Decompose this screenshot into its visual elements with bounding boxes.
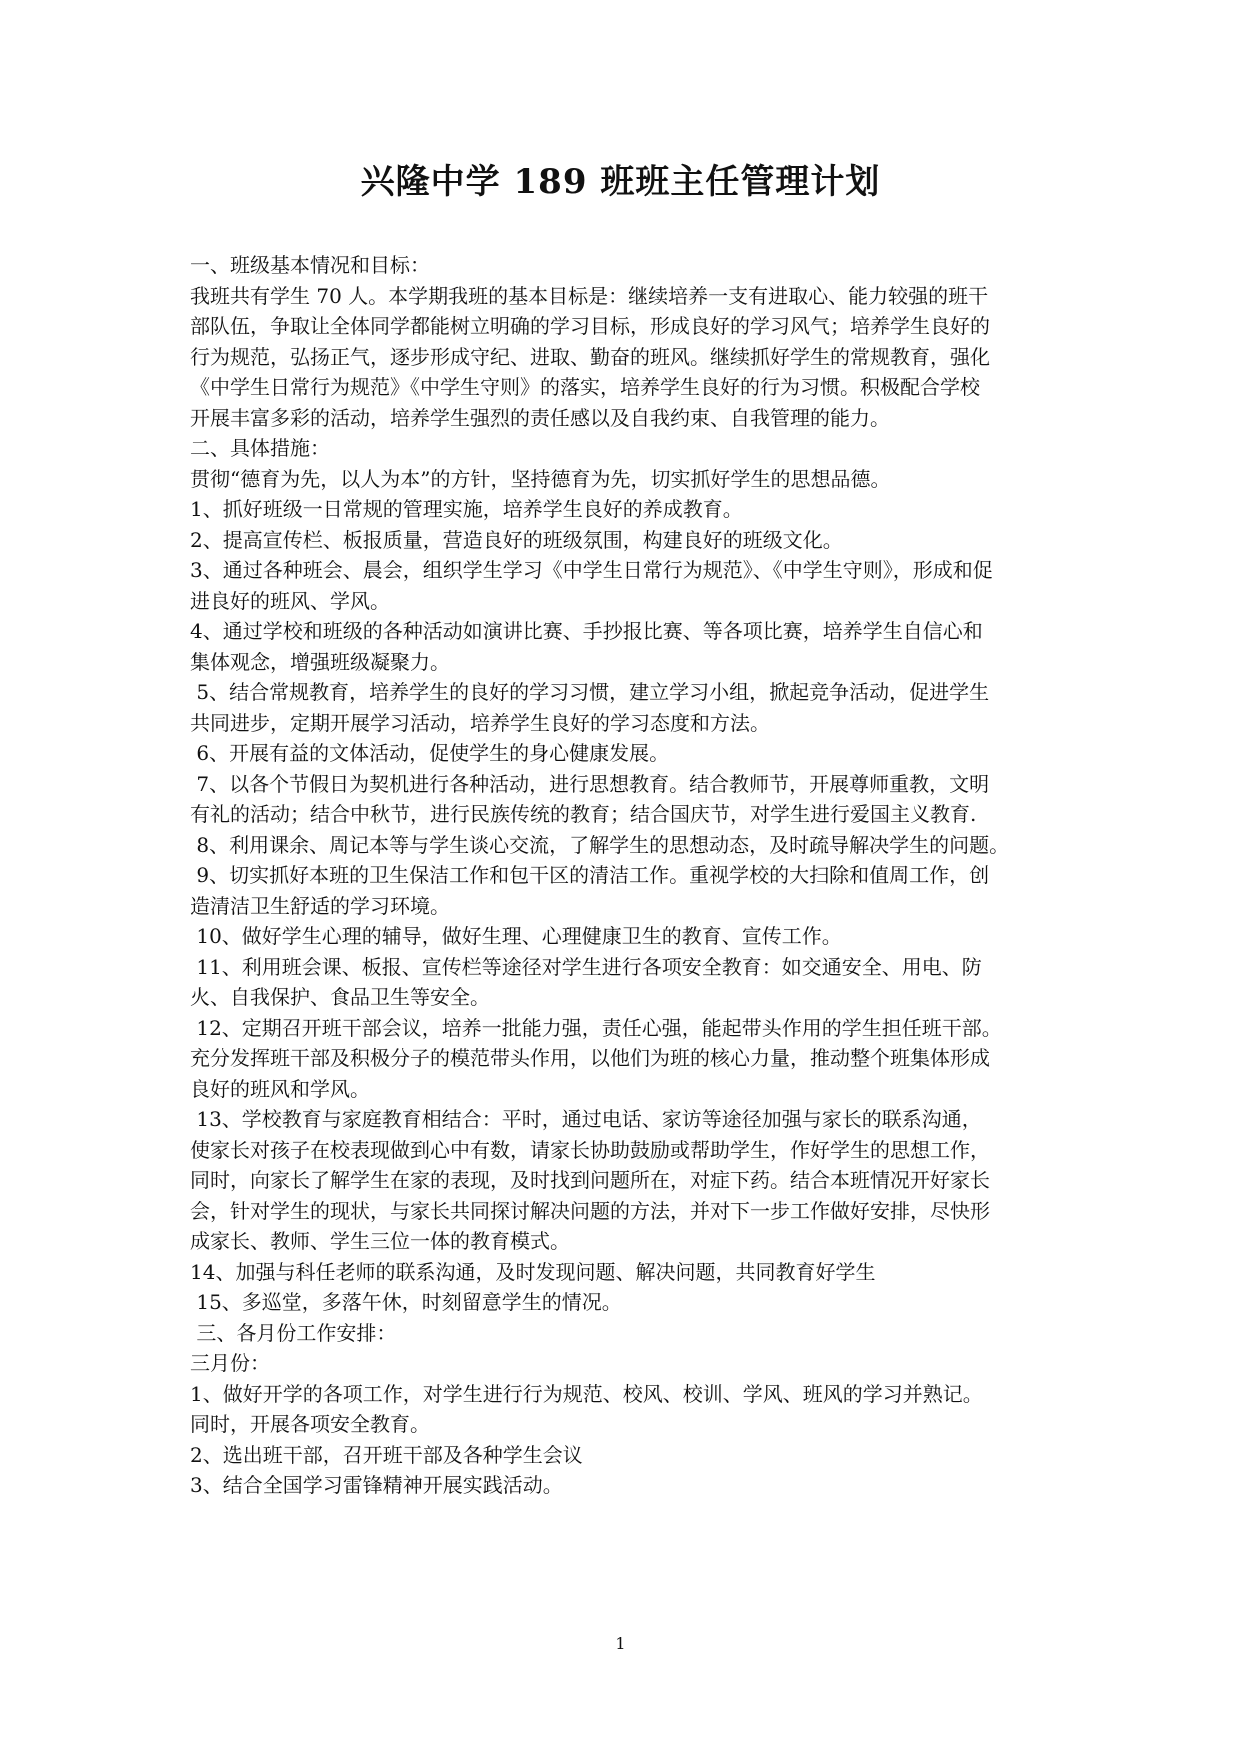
text-line: 15、多巡堂，多落午休，时刻留意学生的情况。 — [190, 1290, 622, 1314]
text-line: 4、通过学校和班级的各种活动如演讲比赛、手抄报比赛、等各项比赛，培养学生自信心和 — [190, 619, 983, 643]
text-line: 8、利用课余、周记本等与学生谈心交流，了解学生的思想动态，及时疏导解决学生的问题。 — [190, 832, 1010, 857]
text-line: 三月份： — [190, 1351, 270, 1375]
document-title: 兴隆中学 189 班班主任管理计划 — [360, 162, 881, 202]
text-line: 3、结合全国学习雷锋精神开展实践活动。 — [190, 1473, 563, 1497]
text-line: 会，针对学生的现状，与家长共同探讨解决问题的方法，并对下一步工作做好安排，尽快形 — [190, 1198, 990, 1223]
text-line: 成家长、教师、学生三位一体的教育模式。 — [190, 1229, 570, 1253]
text-line: 开展丰富多彩的活动，培养学生强烈的责任感以及自我约束、自我管理的能力。 — [190, 405, 890, 430]
text-line: 使家长对孩子在校表现做到心中有数，请家长协助鼓励或帮助学生，作好学生的思想工作， — [190, 1137, 990, 1162]
text-line: 2、选出班干部，召开班干部及各种学生会议 — [190, 1442, 583, 1467]
text-line: 一、班级基本情况和目标： — [190, 253, 430, 277]
text-line: 有礼的活动；结合中秋节，进行民族传统的教育；结合国庆节，对学生进行爱国主义教育. — [190, 802, 977, 826]
text-line: 三、各月份工作安排： — [190, 1320, 397, 1345]
text-line: 《中学生日常行为规范》《中学生守则》的落实，培养学生良好的行为习惯。积极配合学校 — [190, 375, 980, 399]
text-line: 6、开展有益的文体活动，促使学生的身心健康发展。 — [190, 741, 670, 765]
text-line: 造清洁卫生舒适的学习环境。 — [190, 893, 450, 918]
text-line: 11、利用班会课、板报、宣传栏等途径对学生进行各项安全教育：如交通安全、用电、防 — [190, 954, 982, 979]
text-line: 良好的班风和学风。 — [190, 1076, 370, 1101]
text-line: 1、抓好班级一日常规的管理实施，培养学生良好的养成教育。 — [190, 497, 743, 521]
text-line: 充分发挥班干部及积极分子的模范带头作用，以他们为班的核心力量，推动整个班集体形成 — [190, 1046, 990, 1070]
text-line: 13、学校教育与家庭教育相结合：平时，通过电话、家访等途径加强与家长的联系沟通， — [190, 1107, 982, 1131]
text-line: 我班共有学生 70 人。本学期我班的基本目标是：继续培养一支有进取心、能力较强的班干 — [190, 283, 989, 308]
text-line: 10、做好学生心理的辅导，做好生理、心理健康卫生的教育、宣传工作。 — [190, 924, 842, 948]
text-line: 贯彻“德育为先，以人为本”的方针，坚持德育为先，切实抓好学生的思想品德。 — [190, 466, 891, 491]
text-line: 5、结合常规教育，培养学生的良好的学习习惯，建立学习小组，掀起竞争活动，促进学生 — [190, 680, 990, 704]
text-line: 火、自我保护、食品卫生等安全。 — [190, 985, 490, 1009]
page-number: 1 — [615, 1634, 626, 1653]
text-line: 部队伍，争取让全体同学都能树立明确的学习目标，形成良好的学习风气；培养学生良好的 — [190, 314, 990, 338]
text-line: 3、通过各种班会、晨会，组织学生学习《中学生日常行为规范》、《中学生守则》，形成和促 — [190, 558, 993, 582]
document-body — [190, 250, 1056, 1501]
text-line: 集体观念，增强班级凝聚力。 — [190, 649, 450, 674]
text-line: 二、具体措施： — [190, 436, 330, 460]
text-line: 同时，向家长了解学生在家的表现，及时找到问题所在，对症下药。结合本班情况开好家长 — [190, 1168, 990, 1192]
text-line: 7、以各个节假日为契机进行各种活动，进行思想教育。结合教师节，开展尊师重教，文明 — [190, 771, 990, 796]
text-line: 2、提高宣传栏、板报质量，营造良好的班级氛围，构建良好的班级文化。 — [190, 527, 843, 552]
text-line: 9、切实抓好本班的卫生保洁工作和包干区的清洁工作。重视学校的大扫除和值周工作，创 — [190, 863, 990, 887]
text-line: 1、做好开学的各项工作，对学生进行行为规范、校风、校训、学风、班风的学习并熟记。 — [190, 1381, 983, 1406]
text-line: 行为规范，弘扬正气，逐步形成守纪、进取、勤奋的班风。继续抓好学生的常规教育，强化 — [190, 344, 990, 369]
text-line: 共同进步，定期开展学习活动，培养学生良好的学习态度和方法。 — [190, 710, 770, 735]
text-line: 14、加强与科任老师的联系沟通，及时发现问题、解决问题，共同教育好学生 — [190, 1259, 876, 1284]
text-line: 进良好的班风、学风。 — [190, 588, 390, 613]
text-line: 同时，开展各项安全教育。 — [190, 1412, 430, 1436]
text-line: 12、定期召开班干部会议，培养一批能力强，责任心强，能起带头作用的学生担任班干部。 — [190, 1015, 1002, 1040]
